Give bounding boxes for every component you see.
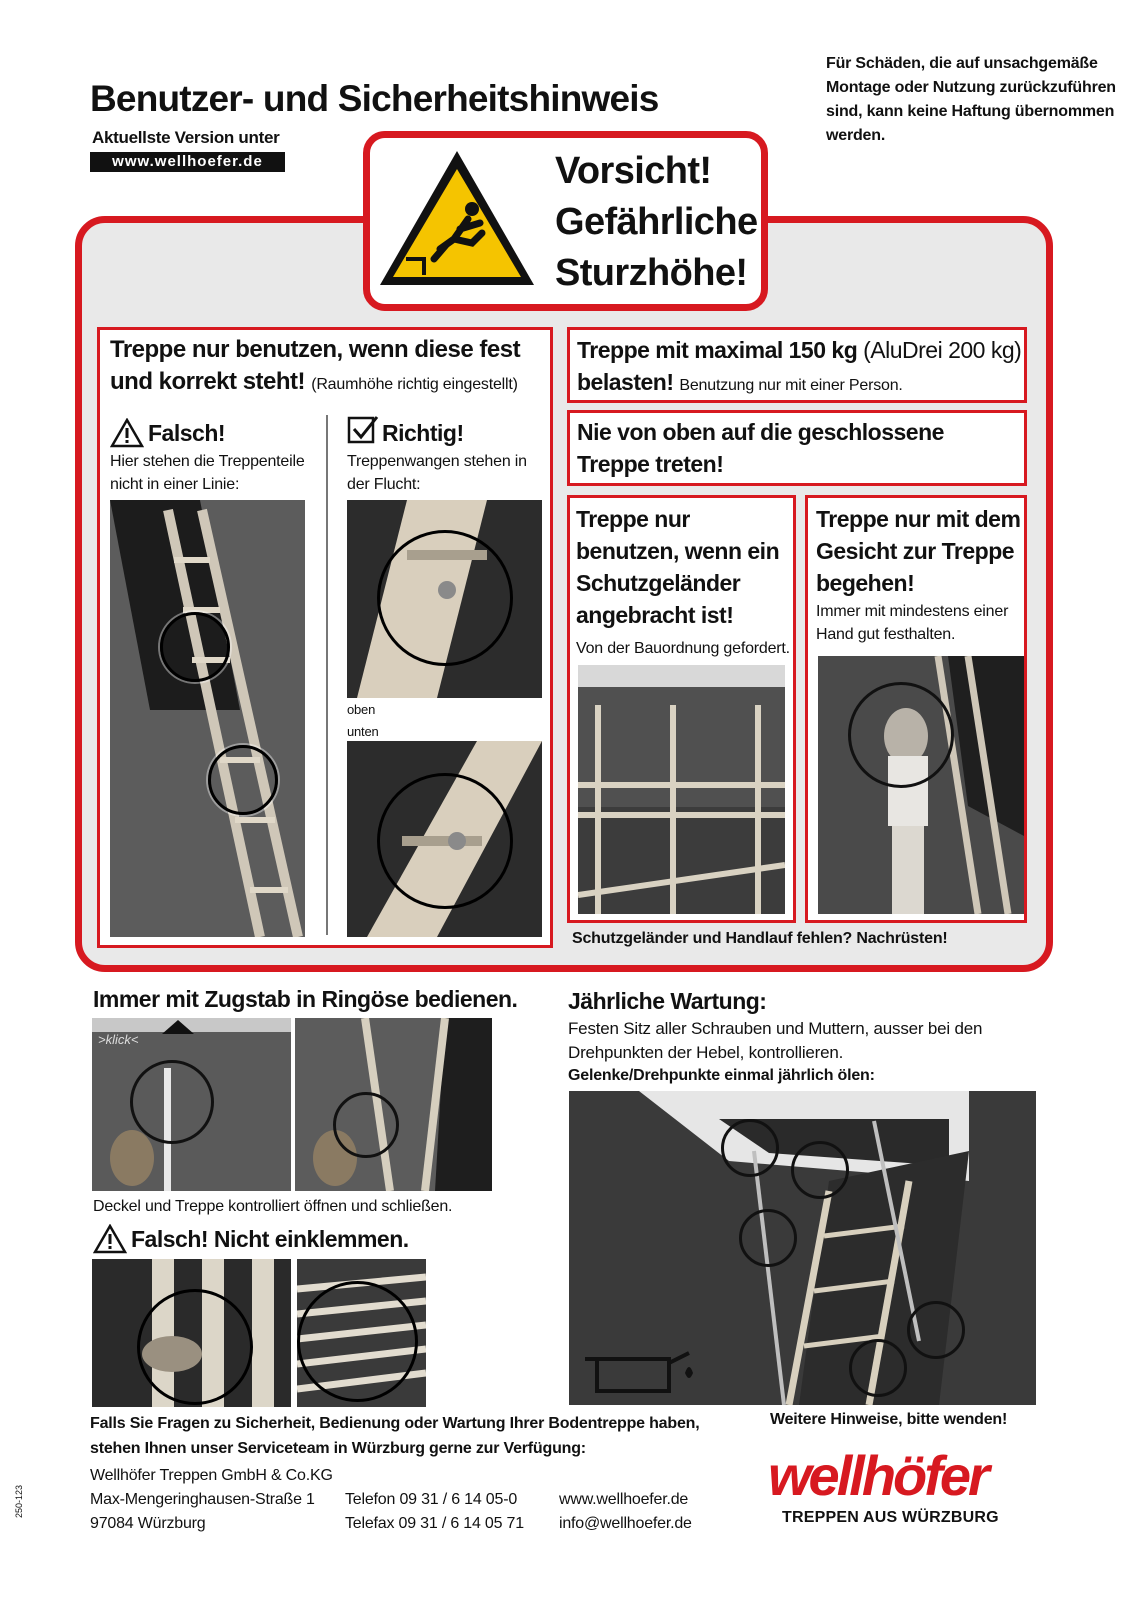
- photo-pinch-1: [92, 1259, 291, 1407]
- company-street: Max-Mengeringhausen-Straße 1: [90, 1491, 315, 1508]
- maintenance-heading: Jährliche Wartung:: [568, 988, 767, 1014]
- railing-note: Von der Bauordnung gefordert.: [576, 640, 790, 657]
- operate-caption: Deckel und Treppe kontrolliert öffnen und schließen.: [93, 1198, 453, 1215]
- brand-logo: wellhöfer: [768, 1444, 987, 1507]
- photo-stringer-top: [347, 500, 542, 698]
- company-name: Wellhöfer Treppen GmbH & Co.KG: [90, 1467, 333, 1484]
- highlight-circle: [297, 1281, 418, 1402]
- wrong-title: Falsch!: [148, 420, 226, 446]
- highlight-circle: [208, 745, 278, 815]
- photo-stringer-bottom: [347, 741, 542, 937]
- railing-text: Treppe nur benutzen, wenn ein Schutzgeländer angebracht ist!: [576, 506, 780, 628]
- version-label: Aktuellste Version unter: [92, 128, 280, 147]
- email-link[interactable]: info@wellhoefer.de: [559, 1515, 692, 1532]
- heading-part: und korrekt steht!: [110, 368, 306, 395]
- oil-instruction: Gelenke/Drehpunkte einmal jährlich ölen:: [568, 1067, 875, 1084]
- brand-tagline: TREPPEN AUS WÜRZBURG: [782, 1509, 999, 1526]
- checkbox-icon: [347, 414, 379, 446]
- face-stairs-note: Immer mit mindestens einer Hand gut festhalten.: [816, 603, 1009, 643]
- operate-heading: Immer mit Zugstab in Ringöse bedienen.: [93, 986, 518, 1012]
- no-top-step-text: Nie von oben auf die geschlossene Treppe treten!: [577, 419, 944, 477]
- heading-part: Treppe nur benutzen, wenn diese fest: [110, 336, 521, 363]
- warning-line: Sturzhöhe!: [555, 252, 748, 294]
- load-note: (AluDrei 200 kg): [863, 337, 1022, 363]
- klick-label: >klick<: [98, 1032, 139, 1047]
- highlight-circle: [739, 1209, 797, 1267]
- label-top: oben: [347, 702, 376, 717]
- max-load-text: [577, 334, 1025, 402]
- highlight-circle: [791, 1141, 849, 1199]
- heading-note: (Raumhöhe richtig eingestellt): [311, 376, 518, 393]
- company-city: 97084 Würzburg: [90, 1515, 206, 1532]
- photo-stairs-misaligned: [110, 500, 305, 937]
- pinch-warning-title: Falsch! Nicht einklemmen.: [131, 1226, 409, 1252]
- photo-climbing: [818, 656, 1024, 914]
- highlight-circle: [377, 773, 513, 909]
- maintenance-text: Festen Sitz aller Schrauben und Muttern, ausser bei den Drehpunkten der Hebel, kontrollieren.: [568, 1019, 983, 1062]
- document-code: 250-123: [14, 1484, 24, 1518]
- more-info-note: Weitere Hinweise, bitte wenden!: [770, 1411, 1008, 1428]
- highlight-circle: [137, 1289, 253, 1405]
- photo-railing: [578, 665, 785, 914]
- load-bold: Treppe mit maximal 150 kg: [577, 337, 858, 363]
- railing-illustration: [578, 665, 785, 914]
- highlight-circle: [849, 1339, 907, 1397]
- liability-notice: Für Schäden, die auf unsachgemäße Montage oder Nutzung zurückzuführen sind, kann keine Haftung übernommen werden.: [826, 55, 1116, 144]
- fax-number: Telefax 09 31 / 6 14 05 71: [345, 1515, 524, 1532]
- right-text: Treppenwangen stehen in der Flucht:: [347, 453, 527, 493]
- highlight-circle: [721, 1119, 779, 1177]
- highlight-circle: [907, 1301, 965, 1359]
- wrong-text: Hier stehen die Treppenteile nicht in einer Linie:: [110, 453, 305, 493]
- photo-pull-rod-1: [92, 1018, 291, 1191]
- photo-pull-rod-2: [295, 1018, 492, 1191]
- photo-maintenance: [569, 1091, 1036, 1405]
- attic-stairs-illustration: [569, 1091, 1036, 1405]
- highlight-circle: [848, 682, 954, 788]
- divider: [326, 415, 328, 935]
- highlight-circle: [377, 530, 513, 666]
- warning-icon: [93, 1224, 127, 1254]
- pull-rod-illustration: [295, 1018, 492, 1191]
- face-stairs-text: Treppe nur mit dem Gesicht zur Treppe begehen!: [816, 506, 1021, 596]
- version-link[interactable]: www.wellhoefer.de: [90, 152, 285, 172]
- fall-hazard-icon: [376, 147, 538, 289]
- phone-number[interactable]: Telefon 09 31 / 6 14 05-0: [345, 1491, 518, 1508]
- retrofit-note: Schutzgeländer und Handlauf fehlen? Nachrüsten!: [572, 930, 948, 947]
- warning-line: Gefährliche: [555, 201, 758, 243]
- highlight-circle: [130, 1060, 214, 1144]
- label-bottom: unten: [347, 724, 379, 739]
- page-title: Benutzer- und Sicherheitshinweis: [90, 78, 659, 119]
- stand-correctly-heading: [110, 334, 540, 401]
- stairs-illustration: [110, 500, 305, 937]
- service-questions: Falls Sie Fragen zu Sicherheit, Bedienung oder Wartung Ihrer Bodentreppe haben, stehen Ihnen unser Serviceteam in Würzburg gerne zur Verfügung:: [90, 1415, 700, 1457]
- load-note: Benutzung nur mit einer Person.: [679, 377, 903, 394]
- photo-pinch-2: [297, 1259, 426, 1407]
- warning-icon: [110, 418, 144, 448]
- warning-text: [555, 146, 757, 299]
- highlight-circle: [333, 1092, 399, 1158]
- warning-line: Vorsicht!: [555, 150, 712, 192]
- load-bold: belasten!: [577, 369, 674, 395]
- highlight-circle: [160, 612, 230, 682]
- right-title: Richtig!: [382, 420, 464, 446]
- website-link[interactable]: www.wellhoefer.de: [559, 1491, 689, 1508]
